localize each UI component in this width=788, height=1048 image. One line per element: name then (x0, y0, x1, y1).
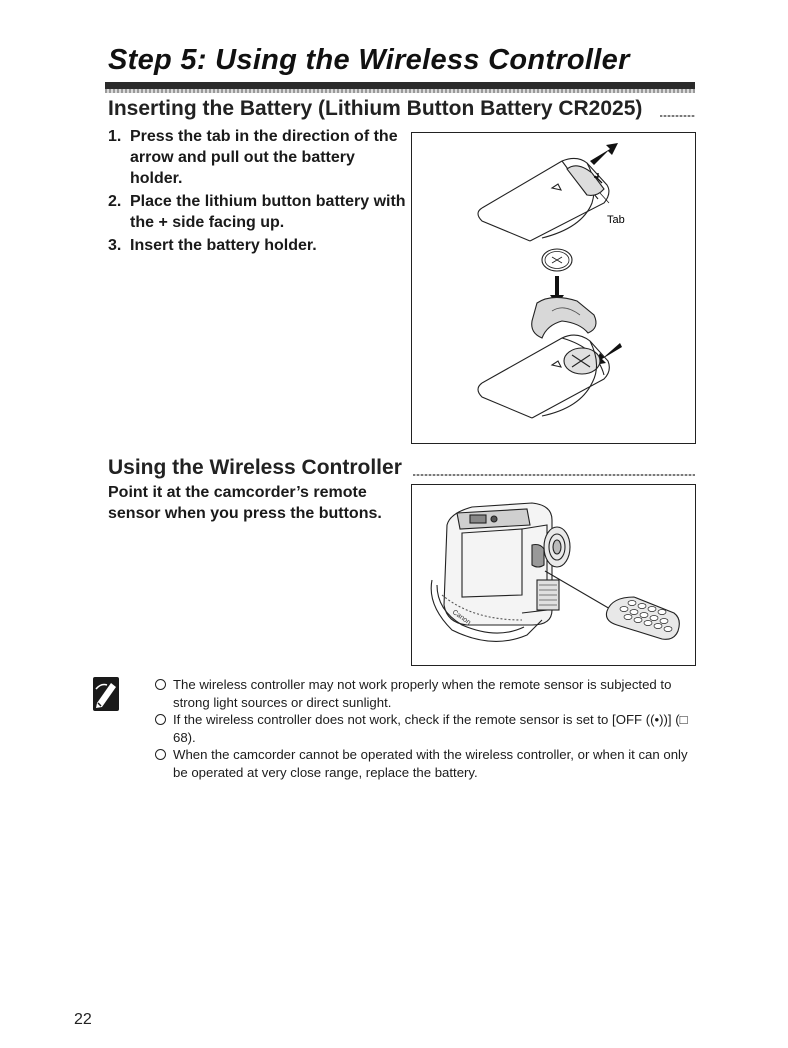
tab-label: Tab (607, 214, 625, 226)
battery-illustration-frame (411, 132, 696, 444)
section-heading-rule (413, 474, 695, 476)
wireless-controller-illustration (606, 597, 679, 639)
step-text: Press the tab in the direction of the arrow and pull out the battery holder. (130, 128, 398, 187)
step-number: 2. (108, 193, 122, 210)
remote-bottom-illustration (478, 335, 609, 418)
battery-illustration (412, 133, 695, 443)
note-item (155, 746, 700, 781)
step-text: Place the lithium button battery with the + side facing up. (130, 193, 406, 231)
notes-list (155, 676, 700, 781)
note-pencil-icon (93, 677, 119, 711)
note-text: If the wireless controller does not work, check if the remote sensor is set to [OFF ((•))] (□ 68). (173, 712, 688, 745)
camcorder-illustration (431, 503, 570, 641)
battery-steps-list (108, 126, 408, 258)
circle-bullet-icon (155, 714, 166, 725)
battery-holder-illustration (532, 297, 596, 338)
step-item (108, 126, 408, 189)
camcorder-illustration-frame (411, 484, 696, 666)
note-item (155, 711, 700, 746)
circle-bullet-icon (155, 749, 166, 760)
title-rule-dotted (105, 89, 695, 93)
note-item (155, 676, 700, 711)
pull-arrow-icon (590, 143, 618, 165)
battery-section-heading: Inserting the Battery (Lithium Button Battery CR2025) (108, 97, 643, 120)
page-title: Step 5: Using the Wireless Controller (108, 44, 630, 76)
title-rule (105, 82, 695, 89)
step-item (108, 235, 408, 256)
page-number: 22 (74, 1011, 92, 1028)
circle-bullet-icon (155, 679, 166, 690)
camcorder-brand-label: Canon (450, 608, 472, 627)
step-text: Insert the battery holder. (130, 237, 317, 254)
remote-top-illustration (478, 158, 609, 241)
sensor-instruction: Point it at the camcorder’s remote sensor when you press the buttons. (108, 484, 382, 522)
step-number: 3. (108, 237, 122, 254)
controller-section-heading: Using the Wireless Controller (108, 456, 402, 479)
step-item (108, 191, 408, 233)
note-text: When the camcorder cannot be operated with the wireless controller, or when it can only be operated at very close range, replace the battery. (173, 747, 688, 780)
section-heading-rule (660, 115, 695, 117)
step-number: 1. (108, 128, 122, 145)
camcorder-illustration (412, 485, 695, 665)
note-text: The wireless controller may not work properly when the remote sensor is subjected to strong light sources or direct sunlight. (173, 677, 672, 710)
